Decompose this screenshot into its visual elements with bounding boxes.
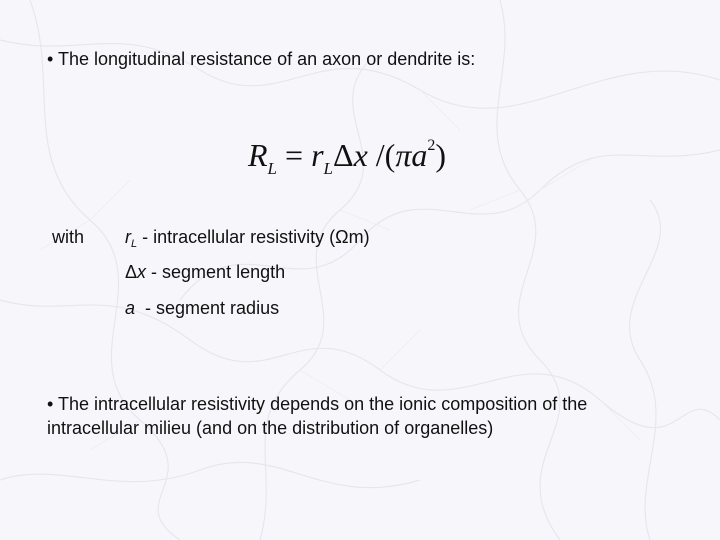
bullet-text: The intracellular resistivity depends on the ionic composition of the intracellular milieu (and on the distribution of organelles) xyxy=(47,394,588,438)
definition-delta-x xyxy=(125,260,285,284)
formula-slash: /( xyxy=(375,137,396,173)
definition-symbol-prefix: Δ xyxy=(125,262,138,282)
with-label: with xyxy=(52,227,85,247)
bullet-longitudinal-resistance xyxy=(47,47,475,71)
definition-subscript: L xyxy=(131,238,138,250)
formula-R: R xyxy=(248,137,268,173)
definition-symbol: x xyxy=(137,262,147,282)
definition-symbol: a xyxy=(125,298,136,318)
definition-a xyxy=(125,296,279,320)
formula-equals: = xyxy=(285,137,304,173)
formula-x: x xyxy=(353,137,368,173)
resistance-formula xyxy=(248,124,446,191)
bullet-intracellular-resistivity xyxy=(47,392,667,440)
bullet-marker: • xyxy=(47,394,54,414)
definition-description: - intracellular resistivity (Ωm) xyxy=(137,227,370,247)
formula-exponent: 2 xyxy=(427,137,436,154)
formula-R-subscript: L xyxy=(267,159,278,178)
bullet-text: The longitudinal resistance of an axon or dendrite is: xyxy=(58,49,476,69)
definition-rL xyxy=(125,225,370,256)
definition-description: - segment length xyxy=(146,262,286,282)
bullet-marker: • xyxy=(47,49,54,69)
definition-description: - segment radius xyxy=(135,298,280,318)
definition-symbol: r xyxy=(125,227,131,247)
formula-a: a xyxy=(411,137,428,173)
formula-close: ) xyxy=(435,137,446,173)
formula-r: r xyxy=(311,137,324,173)
formula-pi: π xyxy=(395,137,412,173)
formula-r-subscript: L xyxy=(323,159,333,178)
formula-delta: Δ xyxy=(332,137,354,173)
